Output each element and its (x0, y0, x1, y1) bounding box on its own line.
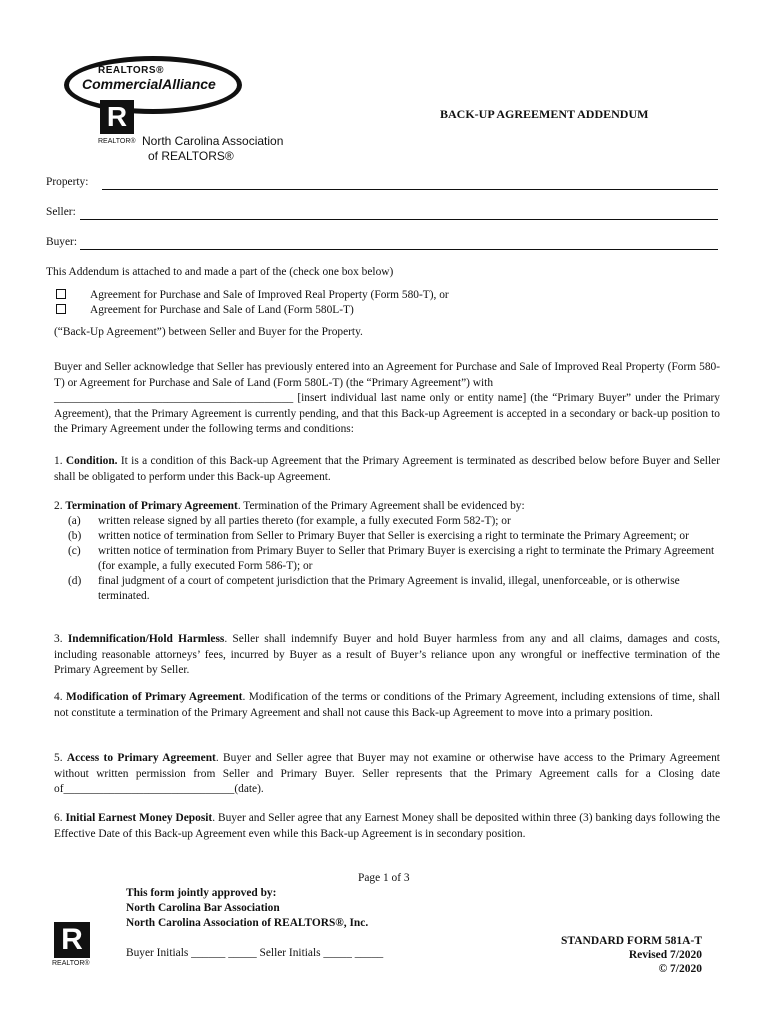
list-letter: (d) (68, 575, 82, 587)
form-revised: Revised 7/2020 (628, 949, 702, 961)
termination-list (68, 514, 720, 604)
logo-realtors-text: REALTORS® (98, 65, 164, 76)
list-text: written notice of termination from Seller to Primary Buyer that Seller is exercising a right to terminate the Primary Agreement; or (98, 530, 689, 542)
list-item (68, 529, 720, 544)
seller-line[interactable] (80, 219, 718, 220)
list-letter: (a) (68, 515, 81, 527)
s4-num: 4. (54, 691, 63, 703)
section-earnest-money (54, 811, 720, 842)
realtor-r-icon: R (54, 922, 90, 958)
s5-num: 5. (54, 752, 63, 764)
initials-line[interactable]: Buyer Initials ______ _____ Seller Initials _____ _____ (126, 947, 384, 959)
section-access (54, 751, 720, 798)
property-line[interactable] (102, 189, 718, 190)
acknowledgement-paragraph (54, 360, 720, 438)
list-item (68, 544, 720, 574)
form-copyright: © 7/2020 (658, 963, 702, 975)
s3-heading: Indemnification/Hold Harmless (67, 633, 225, 645)
logo-association-line2: of REALTORS® (148, 149, 234, 163)
approval-line-2: North Carolina Bar Association (126, 902, 280, 914)
list-item (68, 574, 720, 604)
seller-field[interactable] (46, 206, 718, 222)
s3-num: 3. (54, 633, 63, 645)
intro-text: This Addendum is attached to and made a part of the (check one box below) (46, 266, 394, 278)
buyer-field[interactable] (46, 236, 718, 252)
s1-num: 1. (54, 455, 63, 467)
realtor-r-icon: R (100, 100, 134, 134)
s2-body: . Termination of the Primary Agreement shall be evidenced by: (237, 500, 525, 512)
page-number: Page 1 of 3 (358, 872, 410, 884)
s1-body: It is a condition of this Back-up Agreement that the Primary Agreement is terminated as described below before Buyer and Seller shall be obligated to perform under this Back-up Agreement. (54, 455, 720, 483)
approval-block (126, 886, 368, 931)
list-text: written release signed by all parties thereto (for example, a fully executed Form 582-T); or (98, 515, 511, 527)
s6-body: . Buyer and Seller agree that any Earnest Money shall be deposited within three (3) banking days following the Effective Date of this Back-up Agreement even while this Back-up Agreement is in secondary position. (54, 812, 721, 840)
checkbox-icon[interactable] (56, 289, 66, 299)
logo-realtor-mark: REALTOR® (98, 138, 136, 145)
ack-text-2: [insert individual last name only or entity name] (the “Primary Buyer” under the Primary Agreement), that the Primary Agreement is currently pending, and that this Back-up Agreement is accepted in a secondary or back-up position to the Primary Agreement under the following terms and conditions: (54, 392, 720, 435)
buyer-line[interactable] (80, 249, 718, 250)
section-modification (54, 690, 720, 721)
property-field[interactable] (46, 176, 718, 192)
s3-body: . Seller shall indemnify Buyer and hold Buyer harmless from any and all claims, damages and costs, including reasonable attorneys’ fees, incurred by Buyer as a result of Buyer’s reliance upon any wrongful or ineffective termination of the Primary Agreement by Seller. (54, 633, 720, 676)
list-text: written notice of termination from Primary Buyer to Seller that Primary Buyer is exercising a right to terminate the Primary Agreement (for example, a fully executed Form 586-T); or (98, 545, 715, 572)
approval-line-3: North Carolina Association of REALTORS®, Inc. (126, 917, 369, 929)
logo-association-line1: North Carolina Association (142, 134, 284, 148)
s1-heading: Condition. (65, 455, 118, 467)
approval-line-1: This form jointly approved by: (126, 887, 277, 899)
footer-realtor-logo (52, 918, 96, 970)
s4-heading: Modification of Primary Agreement (65, 691, 243, 703)
form-info (561, 934, 702, 976)
s2-num: 2. (54, 500, 63, 512)
footer-logo-text: REALTOR® (52, 960, 90, 967)
primary-buyer-blank[interactable]: __________________________________________ (54, 392, 294, 404)
ack-text-1: Buyer and Seller acknowledge that Seller has previously entered into an Agreement for Purchase and Sale of Improved Real Property (Form 580-T) or Agreement for Purchase and Sale of Land (Form 580L-T) (the “Primary Agreement”) with (54, 361, 720, 389)
seller-label: Seller: (46, 206, 76, 218)
section-indemnification (54, 632, 720, 679)
s5-heading: Access to Primary Agreement (66, 752, 216, 764)
backup-definition: (“Back-Up Agreement”) between Seller and Buyer for the Property. (54, 326, 363, 338)
list-letter: (b) (68, 530, 82, 542)
option-580lt-label: Agreement for Purchase and Sale of Land (Form 580L-T) (90, 304, 354, 316)
option-580lt[interactable] (56, 303, 730, 319)
s4-body: . Modification of the terms or conditions of the Primary Agreement, including extensions of time, shall not constitute a termination of the Primary Agreement and shall not cause this Back-up Agreement to move into a primary position. (54, 691, 720, 719)
list-letter: (c) (68, 545, 81, 557)
list-item (68, 514, 720, 529)
section-termination (54, 499, 720, 515)
buyer-label: Buyer: (46, 236, 78, 248)
checkbox-icon[interactable] (56, 304, 66, 314)
option-580t[interactable] (56, 288, 730, 304)
logo-commercial-alliance-text: CommercialAlliance (82, 76, 216, 92)
section-condition (54, 454, 720, 485)
property-label: Property: (46, 176, 89, 188)
s5-body: . Buyer and Seller agree that Buyer may not examine or otherwise have access to the Primary Agreement without written permission from Seller and Primary Buyer. Seller represents that the Primary Agreement calls for a Closing date of______________________________(date). (54, 752, 720, 795)
commercial-alliance-logo (60, 52, 310, 172)
list-text: final judgment of a court of competent jurisdiction that the Primary Agreement is invalid, illegal, unenforceable, or is otherwise terminated. (98, 575, 680, 602)
document-title: BACK-UP AGREEMENT ADDENDUM (440, 107, 649, 121)
s2-heading: Termination of Primary Agreement (65, 500, 238, 512)
s6-heading: Initial Earnest Money Deposit (65, 812, 213, 824)
s6-num: 6. (54, 812, 63, 824)
form-name: STANDARD FORM 581A-T (561, 935, 702, 947)
option-580t-label: Agreement for Purchase and Sale of Improved Real Property (Form 580-T), or (90, 289, 449, 301)
